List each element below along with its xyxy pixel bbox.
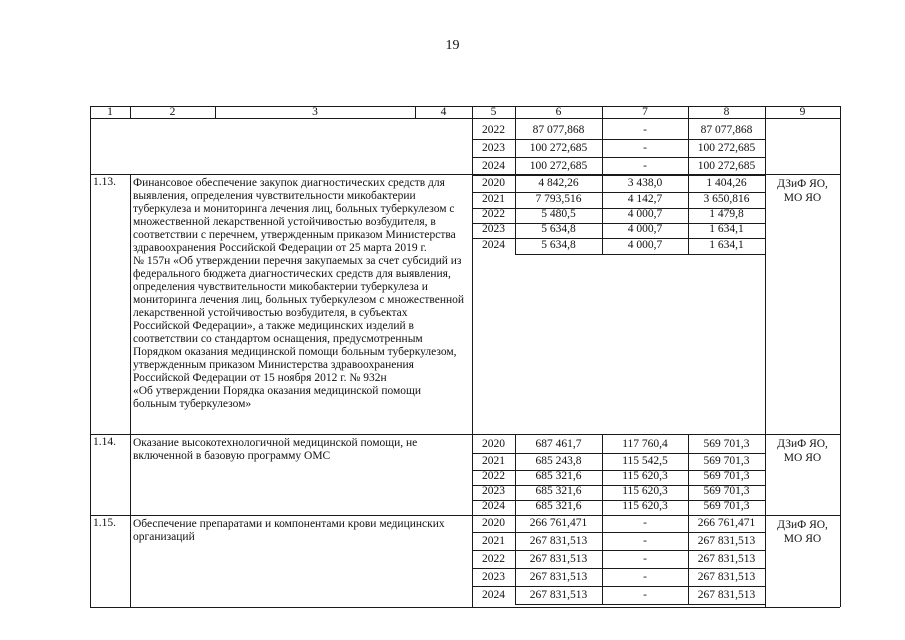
col-divider bbox=[472, 174, 473, 434]
description-line: Финансовое обеспечение закупок диагностических средств для bbox=[133, 177, 445, 189]
col-divider bbox=[765, 434, 766, 515]
value-cell: 685 321,6 bbox=[535, 500, 582, 512]
col-divider bbox=[765, 174, 766, 434]
col-divider bbox=[765, 515, 766, 607]
description-line: Обеспечение препаратами и компонентами крови медицинских bbox=[133, 518, 445, 530]
value-cell: 4 142,7 bbox=[627, 193, 663, 205]
item-number: 1.15. bbox=[93, 517, 116, 529]
value-cell: 1 404,26 bbox=[706, 177, 747, 189]
value-cell: 267 831,513 bbox=[697, 535, 756, 547]
value-cell: 267 831,513 bbox=[697, 553, 756, 565]
column-header: 8 bbox=[723, 106, 730, 118]
value-cell: 100 272,685 bbox=[529, 160, 588, 172]
value-cell: 267 831,513 bbox=[529, 553, 588, 565]
col-divider bbox=[602, 118, 603, 174]
value-cell: 1 634,1 bbox=[709, 239, 744, 251]
value-cell: 266 761,471 bbox=[529, 517, 588, 529]
row-divider bbox=[515, 254, 765, 255]
executor-line: ДЗиФ ЯО, bbox=[777, 438, 828, 450]
page-number: 19 bbox=[445, 38, 460, 53]
description-line: № 157н «Об утверждении перечня закупаемых за счет субсидий из bbox=[133, 255, 462, 267]
value-cell: 5 634,8 bbox=[541, 239, 576, 251]
description-line: туберкулеза и мониторинга лечения лиц, больных туберкулезом с bbox=[133, 203, 455, 215]
col-divider bbox=[765, 118, 766, 174]
column-header: 9 bbox=[799, 106, 806, 118]
description-line: лекарственной устойчивостью возбудителя, в субъектах bbox=[133, 307, 408, 319]
value-cell: - bbox=[643, 142, 647, 154]
executor-line: ДЗиФ ЯО, bbox=[777, 519, 828, 531]
row-divider bbox=[472, 586, 765, 587]
col-divider bbox=[602, 515, 603, 604]
description-line: больным туберкулезом» bbox=[133, 398, 252, 410]
value-cell: 267 831,513 bbox=[697, 589, 756, 601]
number-divider bbox=[130, 174, 131, 434]
value-cell: 1 634,1 bbox=[709, 223, 744, 235]
value-cell: 569 701,3 bbox=[703, 485, 750, 497]
value-cell: 100 272,685 bbox=[697, 160, 756, 172]
year-cell: 2022 bbox=[482, 553, 505, 565]
value-cell: - bbox=[643, 160, 647, 172]
col-divider bbox=[602, 174, 603, 254]
description-line: выявления, определения чувствительности микобактерии bbox=[133, 190, 416, 202]
table-right-border bbox=[840, 106, 841, 607]
value-cell: 87 077,868 bbox=[700, 124, 753, 136]
year-cell: 2023 bbox=[482, 142, 505, 154]
column-header: 5 bbox=[490, 106, 497, 118]
column-header: 3 bbox=[312, 106, 318, 118]
year-cell: 2022 bbox=[482, 208, 505, 220]
value-cell: 266 761,471 bbox=[697, 517, 756, 529]
year-cell: 2022 bbox=[482, 124, 505, 136]
description-line: соответствии со стандартом оснащения, предусмотренным bbox=[133, 333, 423, 345]
col-divider bbox=[515, 434, 516, 515]
col-divider bbox=[688, 174, 689, 254]
value-cell: 267 831,513 bbox=[529, 571, 588, 583]
description-line: множественной лекарственной устойчивостью возбудителя, в bbox=[133, 216, 436, 228]
row-divider bbox=[472, 550, 765, 551]
description-line: организаций bbox=[133, 531, 195, 543]
section-border bbox=[90, 434, 840, 435]
year-cell: 2020 bbox=[482, 438, 505, 450]
value-cell: - bbox=[643, 571, 647, 583]
column-header: 1 bbox=[107, 106, 113, 118]
value-cell: 3 650,816 bbox=[703, 193, 750, 205]
value-cell: 5 634,8 bbox=[541, 223, 576, 235]
year-cell: 2021 bbox=[482, 455, 505, 467]
value-cell: 685 243,8 bbox=[535, 455, 582, 467]
description-line: Российской Федерации», а также медицинских изделий в bbox=[133, 320, 414, 332]
table-left-border bbox=[90, 106, 91, 607]
description-line: мониторинга лечения лиц, больных туберкулезом с множественной bbox=[133, 294, 465, 306]
executor-line: ДЗиФ ЯО, bbox=[777, 178, 828, 190]
value-cell: - bbox=[643, 553, 647, 565]
value-cell: 569 701,3 bbox=[703, 470, 750, 482]
value-cell: 115 620,3 bbox=[622, 470, 668, 482]
value-cell: 569 701,3 bbox=[703, 500, 750, 512]
col-divider bbox=[515, 118, 516, 174]
value-cell: 3 438,0 bbox=[627, 177, 663, 189]
item-description bbox=[133, 177, 464, 411]
number-divider bbox=[130, 515, 131, 607]
description-line: Оказание высокотехнологичной медицинской помощи, не bbox=[133, 437, 418, 449]
number-divider bbox=[130, 434, 131, 515]
value-cell: 685 321,6 bbox=[535, 470, 582, 482]
value-cell: - bbox=[643, 535, 647, 547]
year-cell: 2024 bbox=[482, 160, 505, 172]
row-divider bbox=[515, 604, 765, 605]
value-cell: 87 077,868 bbox=[532, 124, 585, 136]
column-header: 2 bbox=[169, 106, 176, 118]
year-cell: 2020 bbox=[482, 517, 505, 529]
col-divider bbox=[688, 434, 689, 515]
table-bottom-border bbox=[90, 607, 840, 608]
executor-line: МО ЯО bbox=[783, 452, 822, 464]
column-header: 7 bbox=[642, 106, 648, 118]
column-header: 6 bbox=[555, 106, 562, 118]
description-line: Порядком оказания медицинской помощи больным туберкулезом, bbox=[133, 346, 457, 358]
description-line: утвержденным приказом Министерства здравоохранения bbox=[133, 359, 414, 371]
year-cell: 2021 bbox=[482, 535, 505, 547]
description-line: здравоохранения Российской Федерации от 25 марта 2019 г. bbox=[133, 242, 427, 254]
value-cell: - bbox=[643, 589, 647, 601]
value-cell: 5 480,5 bbox=[541, 208, 576, 220]
value-cell: 115 620,3 bbox=[622, 485, 668, 497]
value-cell: 100 272,685 bbox=[529, 142, 588, 154]
value-cell: 4 842,26 bbox=[538, 177, 579, 189]
col-divider bbox=[472, 515, 473, 607]
description-line: соответствии с перечнем, утвержденным приказом Министерства bbox=[133, 229, 456, 241]
value-cell: 115 620,3 bbox=[622, 500, 668, 512]
col-divider bbox=[515, 515, 516, 604]
value-cell: 267 831,513 bbox=[529, 589, 588, 601]
value-cell: 1 479,8 bbox=[709, 208, 744, 220]
value-cell: 7 793,516 bbox=[535, 193, 582, 205]
value-cell: 4 000,7 bbox=[627, 239, 663, 251]
year-cell: 2022 bbox=[482, 470, 505, 482]
value-cell: 569 701,3 bbox=[703, 455, 750, 467]
description-line: «Об утверждении Порядка оказания медицинской помощи bbox=[133, 385, 422, 397]
row-divider bbox=[472, 139, 765, 140]
item-description bbox=[133, 437, 417, 463]
row-divider bbox=[472, 453, 765, 454]
item-number: 1.14. bbox=[93, 436, 116, 448]
year-cell: 2023 bbox=[482, 571, 505, 583]
description-line: определения чувствительности микобактерии туберкулеза и bbox=[133, 281, 428, 293]
year-cell: 2024 bbox=[482, 239, 505, 251]
col-divider bbox=[602, 434, 603, 515]
year-cell: 2021 bbox=[482, 193, 505, 205]
value-cell: - bbox=[643, 124, 647, 136]
executor-line: МО ЯО bbox=[783, 533, 822, 545]
column-header: 4 bbox=[440, 106, 447, 118]
col-divider bbox=[472, 434, 473, 515]
row-divider bbox=[472, 568, 765, 569]
executor-line: МО ЯО bbox=[783, 192, 822, 204]
description-line: федерального бюджета диагностических средств для выявления, bbox=[133, 268, 451, 280]
value-cell: 267 831,513 bbox=[529, 535, 588, 547]
col-divider bbox=[688, 118, 689, 174]
year-cell: 2023 bbox=[482, 485, 505, 497]
year-cell: 2023 bbox=[482, 223, 505, 235]
row-divider bbox=[472, 157, 765, 158]
value-cell: 685 321,6 bbox=[535, 485, 582, 497]
col-divider bbox=[515, 174, 516, 254]
row-divider bbox=[472, 532, 765, 533]
description-line: включенной в базовую программу ОМС bbox=[133, 450, 331, 462]
col-divider bbox=[688, 515, 689, 604]
value-cell: 267 831,513 bbox=[697, 571, 756, 583]
description-line: Российской Федерации от 15 ноября 2012 г. № 932н bbox=[133, 372, 387, 384]
col-divider bbox=[472, 118, 473, 174]
item-description bbox=[133, 518, 445, 544]
year-cell: 2020 bbox=[482, 177, 505, 189]
value-cell: 115 542,5 bbox=[622, 455, 668, 467]
value-cell: 4 000,7 bbox=[627, 208, 663, 220]
item-number: 1.13. bbox=[93, 176, 116, 188]
section-border bbox=[90, 515, 840, 516]
value-cell: 569 701,3 bbox=[703, 438, 750, 450]
section-border bbox=[90, 174, 840, 175]
value-cell: 687 461,7 bbox=[535, 438, 582, 450]
value-cell: - bbox=[643, 517, 647, 529]
value-cell: 4 000,7 bbox=[627, 223, 663, 235]
value-cell: 100 272,685 bbox=[697, 142, 756, 154]
value-cell: 117 760,4 bbox=[622, 438, 668, 450]
year-cell: 2024 bbox=[482, 589, 505, 601]
year-cell: 2024 bbox=[482, 500, 505, 512]
